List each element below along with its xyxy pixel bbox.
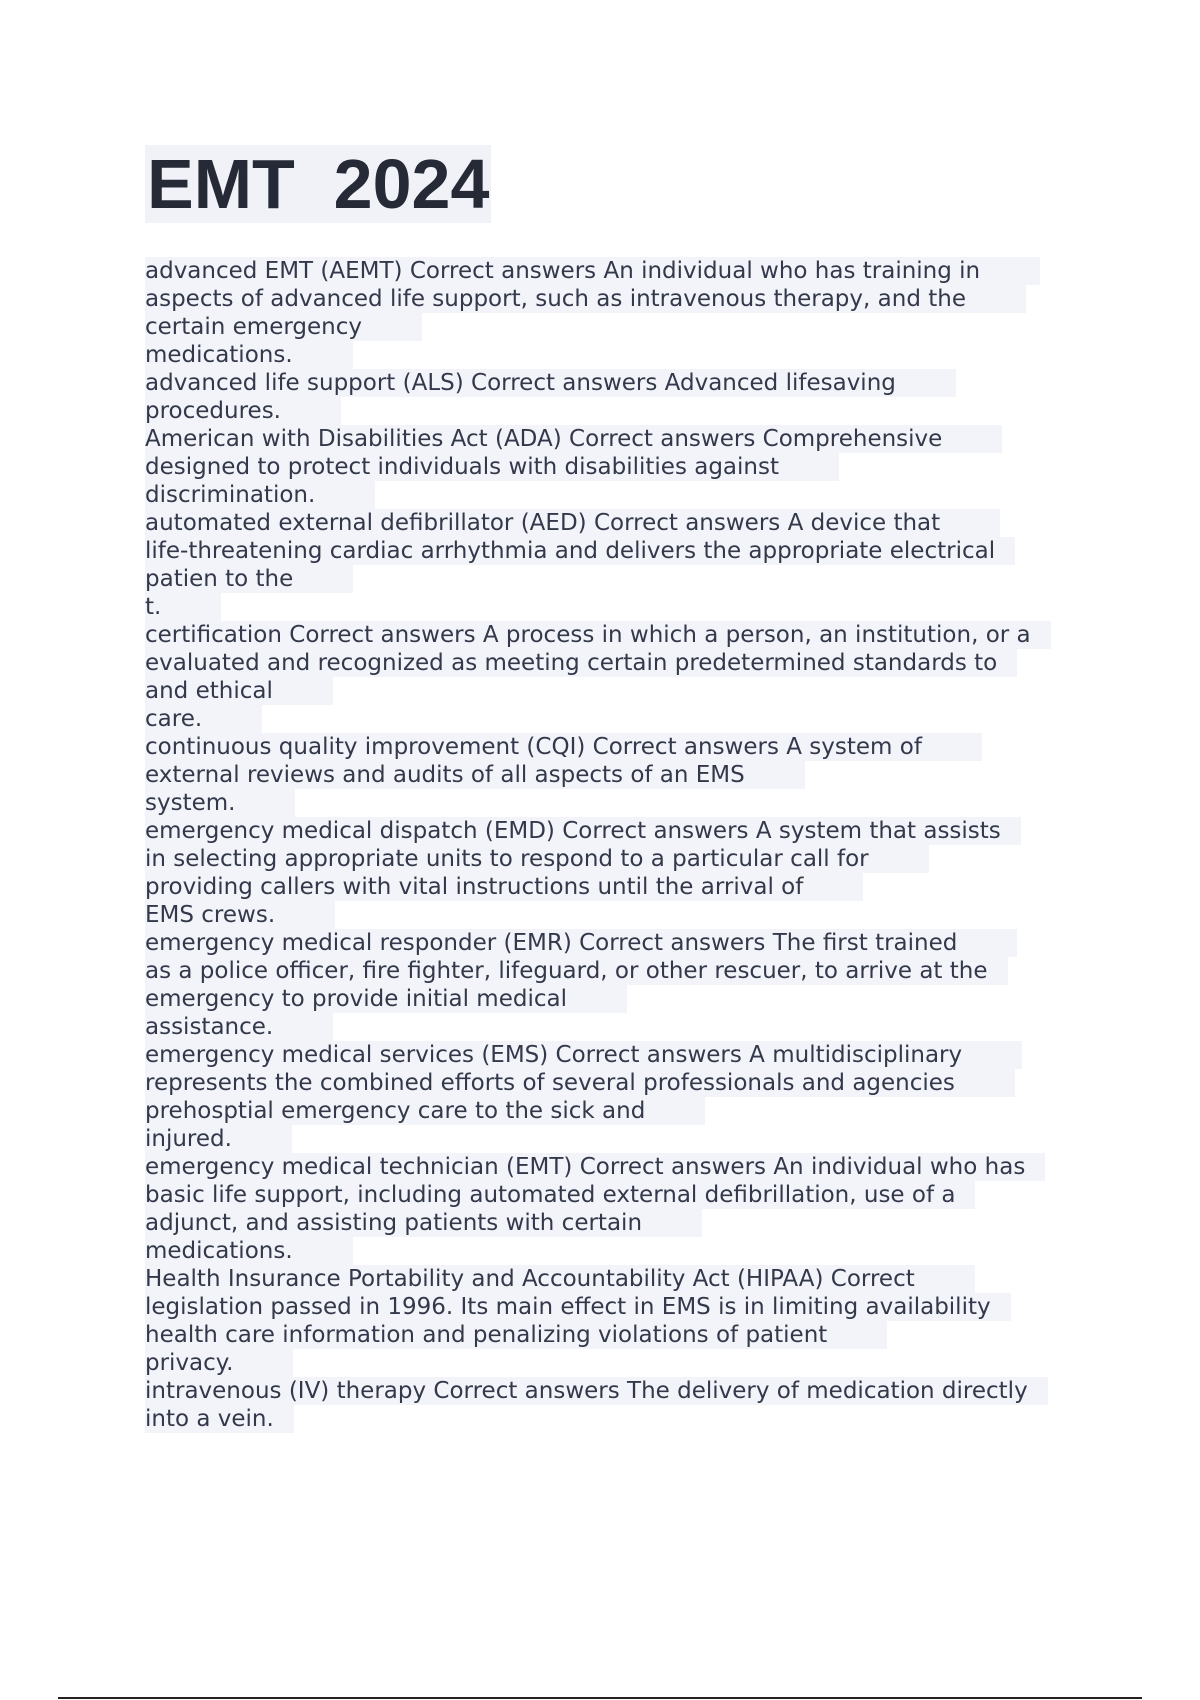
text-line: injured. [145, 1125, 292, 1153]
text-line: external reviews and audits of all aspects of an EMS [145, 761, 805, 789]
document-title: EMT 2024 [147, 145, 490, 223]
text-line: emergency medical responder (EMR) Correct answers The first trained [145, 929, 1017, 957]
text-line: evaluated and recognized as meeting certain predetermined standards to [145, 649, 1017, 677]
text-line: adjunct, and assisting patients with certain [145, 1209, 702, 1237]
text-line: intravenous (IV) therapy Correct answers The delivery of medication directly [145, 1377, 1048, 1405]
text-line: discrimination. [145, 481, 375, 509]
page-bottom-rule [58, 1697, 1142, 1699]
text-line: represents the combined efforts of several professionals and agencies [145, 1069, 1015, 1097]
text-line: system. [145, 789, 295, 817]
text-line: certification Correct answers A process in which a person, an institution, or a [145, 621, 1051, 649]
text-line: Health Insurance Portability and Accountability Act (HIPAA) Correct [145, 1265, 975, 1293]
text-line: continuous quality improvement (CQI) Correct answers A system of [145, 733, 982, 761]
text-line: advanced life support (ALS) Correct answers Advanced lifesaving [145, 369, 956, 397]
text-line: prehosptial emergency care to the sick and [145, 1097, 705, 1125]
text-line: providing callers with vital instructions until the arrival of [145, 873, 863, 901]
text-line: emergency medical services (EMS) Correct answers A multidisciplinary [145, 1041, 1022, 1069]
text-line: as a police officer, fire fighter, lifeguard, or other rescuer, to arrive at the [145, 957, 1008, 985]
text-line: health care information and penalizing violations of patient [145, 1321, 887, 1349]
text-line: legislation passed in 1996. Its main effect in EMS is in limiting availability [145, 1293, 1011, 1321]
text-line: advanced EMT (AEMT) Correct answers An individual who has training in [145, 257, 1040, 285]
text-line: basic life support, including automated external defibrillation, use of a [145, 1181, 975, 1209]
text-line: and ethical [145, 677, 333, 705]
text-line: automated external defibrillator (AED) Correct answers A device that [145, 509, 1000, 537]
document-body [145, 257, 1085, 1433]
text-line: emergency medical dispatch (EMD) Correct answers A system that assists [145, 817, 1021, 845]
text-line: EMS crews. [145, 901, 335, 929]
text-line: medications. [145, 1237, 353, 1265]
text-line: life-threatening cardiac arrhythmia and delivers the appropriate electrical [145, 537, 1015, 565]
text-line: procedures. [145, 397, 341, 425]
text-line: designed to protect individuals with disabilities against [145, 453, 839, 481]
text-line: medications. [145, 341, 353, 369]
text-line: aspects of advanced life support, such as intravenous therapy, and the [145, 285, 1026, 313]
text-line: emergency medical technician (EMT) Correct answers An individual who has [145, 1153, 1045, 1181]
text-line: patien to the [145, 565, 353, 593]
text-line: in selecting appropriate units to respond to a particular call for [145, 845, 929, 873]
text-line: t. [145, 593, 221, 621]
text-line: certain emergency [145, 313, 422, 341]
text-line: American with Disabilities Act (ADA) Correct answers Comprehensive [145, 425, 1002, 453]
text-line: privacy. [145, 1349, 293, 1377]
text-line: into a vein. [145, 1405, 294, 1433]
text-line: assistance. [145, 1013, 333, 1041]
text-line: emergency to provide initial medical [145, 985, 627, 1013]
text-line: care. [145, 705, 262, 733]
